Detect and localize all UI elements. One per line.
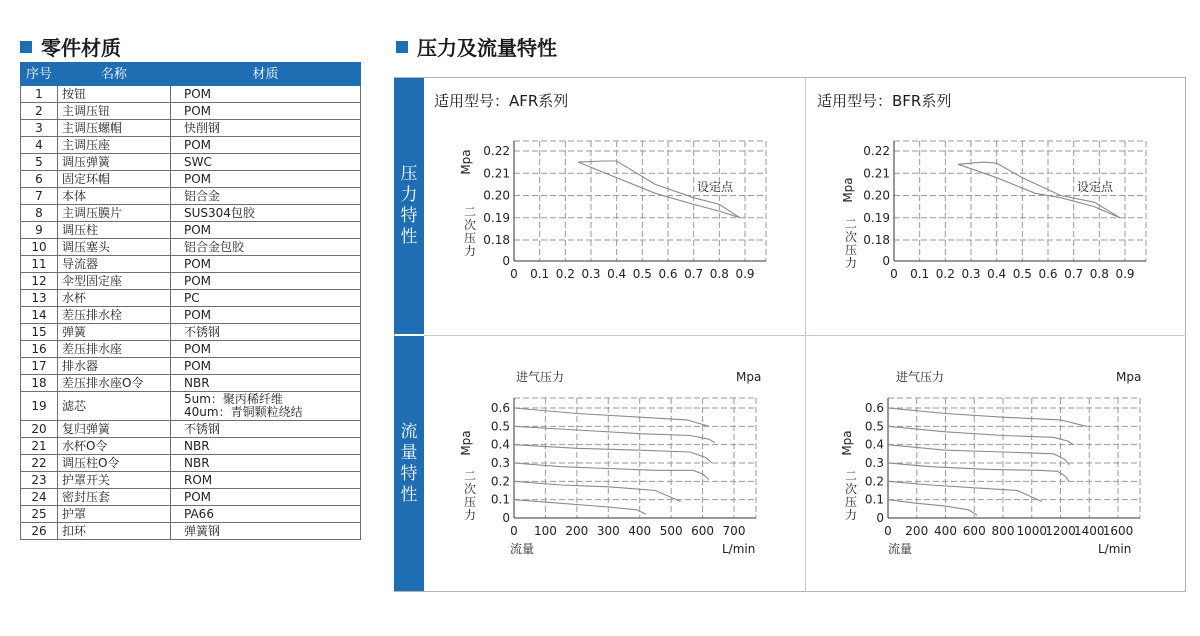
cell-material: POM — [171, 137, 361, 154]
cell-no: 14 — [21, 307, 58, 324]
cell-no: 4 — [21, 137, 58, 154]
x-tick-label: 0.6 — [658, 267, 678, 281]
y-axis-label-char: 二 — [463, 469, 477, 483]
series-line — [888, 426, 1073, 444]
cell-material: PA66 — [171, 506, 361, 523]
cell-no: 22 — [21, 455, 58, 472]
y-tick-label: 0.1 — [490, 492, 510, 507]
x-axis-label: 流量 — [888, 542, 913, 556]
y-tick-label: 0.5 — [864, 419, 884, 434]
y-axis-label-char: 压 — [844, 495, 858, 509]
y-axis-label-char: 压 — [463, 495, 477, 509]
cell-material: POM — [171, 273, 361, 290]
cell-name: 差压排水栓 — [58, 307, 171, 324]
y-tick-label: 0.2 — [490, 474, 510, 489]
cell-material: POM — [171, 256, 361, 273]
x-tick-label: 1600 — [1102, 524, 1134, 538]
band-label-flow: 流量特性 — [400, 422, 418, 505]
cell-no: 1 — [21, 86, 58, 103]
setpoint-annotation: 设定点 — [1077, 180, 1114, 194]
x-tick-label: 0.8 — [1089, 267, 1109, 281]
y-axis-label-char: 次 — [844, 482, 858, 496]
cell-no: 13 — [21, 290, 58, 307]
x-tick-label: 600 — [691, 524, 715, 538]
cell-material: POM — [171, 103, 361, 120]
y-tick-label: 0.22 — [863, 144, 890, 158]
series-line — [514, 463, 709, 480]
x-tick-label: 0.5 — [632, 267, 652, 281]
y-tick-label: 0.6 — [864, 401, 884, 415]
parts-title-text: 零件材质 — [41, 36, 121, 60]
cell-name: 主调压螺帽 — [58, 120, 171, 137]
x-tick-label: 0 — [510, 524, 518, 538]
y-axis-label — [845, 217, 857, 270]
x-tick-label: 400 — [628, 524, 652, 538]
cell-no: 20 — [21, 421, 58, 438]
y-axis-label-char: 次 — [463, 218, 477, 232]
x-axis-label: 流量 — [510, 542, 535, 556]
characteristics-title-text: 压力及流量特性 — [417, 36, 557, 60]
header-material: 材质 — [171, 63, 361, 86]
series-line — [888, 408, 1086, 426]
cell-material: ROM — [171, 472, 361, 489]
x-tick-label: 0.9 — [735, 267, 755, 281]
cell-name: 差压排水座O令 — [58, 375, 171, 392]
header-name: 名称 — [58, 63, 171, 86]
series-line — [514, 445, 712, 463]
cell-material: POM — [171, 171, 361, 188]
x-axis-unit: L/min — [1098, 542, 1132, 556]
series-line — [514, 426, 715, 443]
x-tick-label: 200 — [905, 524, 929, 538]
y-axis-label — [845, 469, 857, 522]
cell-no: 18 — [21, 375, 58, 392]
cell-name: 按钮 — [58, 86, 171, 103]
y-axis-unit: Mpa — [840, 430, 854, 456]
y-tick-label: 0.3 — [490, 456, 510, 470]
x-tick-label: 0 — [510, 267, 518, 281]
x-tick-label: 300 — [596, 524, 620, 538]
cell-name: 调压柱 — [58, 222, 171, 239]
chart-title-unit: Mpa — [736, 370, 762, 384]
series-line — [514, 481, 681, 501]
x-tick-label: 400 — [934, 524, 957, 538]
cell-name: 扣环 — [58, 523, 171, 540]
cell-name: 导流器 — [58, 256, 171, 273]
y-tick-label: 0 — [876, 511, 884, 525]
cell-name: 调压弹簧 — [58, 154, 171, 171]
cell-material: 不锈钢 — [171, 324, 361, 341]
cell-material: NBR — [171, 438, 361, 455]
y-axis-label — [464, 205, 476, 258]
x-tick-label: 500 — [659, 524, 683, 538]
cell-name: 复归弹簧 — [58, 421, 171, 438]
cell-name: 固定环帽 — [58, 171, 171, 188]
x-tick-label: 700 — [722, 524, 746, 538]
cell-material: POM — [171, 341, 361, 358]
y-axis-label-char: 压 — [844, 243, 858, 257]
header-no: 序号 — [21, 63, 58, 86]
y-tick-label: 0.1 — [864, 492, 884, 507]
x-tick-label: 0.4 — [607, 267, 627, 281]
series-line — [888, 463, 1069, 481]
x-tick-label: 1400 — [1073, 524, 1105, 538]
series-line — [514, 500, 646, 515]
x-tick-label: 100 — [533, 524, 557, 538]
series-line — [888, 500, 977, 516]
cell-name: 滤芯 — [58, 392, 171, 421]
x-tick-label: 0.6 — [1038, 267, 1058, 281]
chart-title: 进气压力 — [896, 370, 945, 384]
cell-material: POM — [171, 307, 361, 324]
y-tick-label: 0.21 — [483, 166, 510, 181]
chart-title: 进气压力 — [516, 370, 565, 384]
cell-material: NBR — [171, 455, 361, 472]
x-tick-label: 0 — [884, 524, 892, 538]
y-axis-label-char: 二 — [844, 217, 858, 231]
cell-name: 主调压钮 — [58, 103, 171, 120]
y-tick-label: 0.3 — [864, 456, 884, 470]
x-tick-label: 800 — [991, 524, 1015, 538]
cell-material: NBR — [171, 375, 361, 392]
cell-no: 9 — [21, 222, 58, 239]
y-tick-label: 0 — [502, 254, 510, 268]
cell-name: 主调压座 — [58, 137, 171, 154]
y-tick-label: 0.18 — [863, 233, 890, 247]
y-axis-label-char: 二 — [463, 205, 477, 219]
x-tick-label: 0.9 — [1115, 267, 1135, 281]
y-tick-label: 0.20 — [863, 188, 890, 203]
y-axis-label-char: 次 — [844, 230, 858, 244]
chart-title-unit: Mpa — [1116, 370, 1142, 384]
cell-no: 6 — [21, 171, 58, 188]
cell-no: 26 — [21, 523, 58, 540]
cell-no: 19 — [21, 392, 58, 421]
x-tick-label: 200 — [565, 524, 589, 538]
y-tick-label: 0 — [882, 254, 890, 268]
cell-no: 11 — [21, 256, 58, 273]
cell-name: 主调压膜片 — [58, 205, 171, 222]
x-tick-label: 0 — [890, 267, 898, 281]
series-line — [514, 408, 709, 426]
cell-material: POM — [171, 358, 361, 375]
x-tick-label: 1200 — [1045, 524, 1076, 538]
y-axis-label-char: 压 — [463, 231, 477, 245]
y-axis-label-char: 力 — [844, 508, 858, 522]
x-tick-label: 0.8 — [709, 267, 729, 281]
cell-material: 5um：聚丙稀纤维 40um：青铜颗粒绕结 — [171, 392, 361, 421]
x-tick-label: 0.1 — [910, 267, 930, 281]
cell-no: 3 — [21, 120, 58, 137]
cell-material: 铝合金 — [171, 188, 361, 205]
cell-no: 8 — [21, 205, 58, 222]
y-tick-label: 0.19 — [863, 210, 890, 225]
cell-name: 水杯 — [58, 290, 171, 307]
x-tick-label: 0.7 — [1064, 267, 1084, 281]
x-tick-label: 0.5 — [1012, 267, 1032, 281]
cell-material: 快削钢 — [171, 120, 361, 137]
y-tick-label: 0.5 — [490, 419, 510, 434]
y-tick-label: 0 — [502, 511, 510, 525]
cell-name: 本体 — [58, 188, 171, 205]
setpoint-annotation: 设定点 — [697, 180, 734, 194]
y-axis-label-char: 次 — [463, 482, 477, 496]
cell-no: 5 — [21, 154, 58, 171]
y-tick-label: 0.4 — [864, 437, 884, 452]
x-tick-label: 0.2 — [555, 267, 575, 281]
y-axis-unit: Mpa — [459, 430, 473, 456]
cell-name: 护罩 — [58, 506, 171, 523]
cell-material: PC — [171, 290, 361, 307]
cell-no: 21 — [21, 438, 58, 455]
cell-no: 17 — [21, 358, 58, 375]
y-axis-unit: Mpa — [841, 177, 855, 203]
cell-name: 调压塞头 — [58, 239, 171, 256]
x-tick-label: 0.1 — [530, 267, 550, 281]
x-axis-unit: L/min — [722, 542, 756, 556]
cell-no: 12 — [21, 273, 58, 290]
cell-material: SWC — [171, 154, 361, 171]
series-line — [888, 445, 1069, 465]
x-tick-label: 1000 — [1016, 524, 1048, 538]
cell-name: 水杯O令 — [58, 438, 171, 455]
x-tick-label: 0.4 — [987, 267, 1007, 281]
cell-material: SUS304包胶 — [171, 205, 361, 222]
y-axis-unit: Mpa — [459, 149, 473, 175]
model-label-afr: 适用型号：AFR系列 — [434, 92, 569, 110]
cell-no: 7 — [21, 188, 58, 205]
y-tick-label: 0.20 — [483, 188, 510, 203]
cell-name: 调压柱O令 — [58, 455, 171, 472]
cell-no: 23 — [21, 472, 58, 489]
x-tick-label: 0.3 — [581, 267, 601, 281]
y-axis-label-char: 力 — [844, 256, 858, 270]
cell-name: 伞型固定座 — [58, 273, 171, 290]
cell-material: POM — [171, 86, 361, 103]
x-tick-label: 0.7 — [684, 267, 704, 281]
y-tick-label: 0.2 — [864, 474, 884, 489]
cell-material: 弹簧钢 — [171, 523, 361, 540]
y-tick-label: 0.21 — [863, 166, 890, 181]
cell-no: 24 — [21, 489, 58, 506]
y-axis-label-char: 力 — [463, 244, 477, 258]
cell-name: 密封压套 — [58, 489, 171, 506]
cell-name: 差压排水座 — [58, 341, 171, 358]
cell-material: 铝合金包胶 — [171, 239, 361, 256]
y-tick-label: 0.4 — [490, 437, 510, 452]
x-tick-label: 0.2 — [935, 267, 955, 281]
x-tick-label: 600 — [962, 524, 986, 538]
cell-no: 16 — [21, 341, 58, 358]
series-line — [888, 481, 1042, 501]
cell-no: 2 — [21, 103, 58, 120]
y-axis-label-char: 力 — [463, 508, 477, 522]
cell-material: 不锈钢 — [171, 421, 361, 438]
cell-no: 25 — [21, 506, 58, 523]
cell-no: 10 — [21, 239, 58, 256]
cell-material: POM — [171, 222, 361, 239]
model-label-bfr: 适用型号：BFR系列 — [817, 92, 952, 110]
cell-no: 15 — [21, 324, 58, 341]
y-tick-label: 0.22 — [483, 144, 510, 158]
y-tick-label: 0.18 — [483, 233, 510, 247]
y-axis-label — [464, 469, 476, 522]
y-tick-label: 0.19 — [483, 210, 510, 225]
x-tick-label: 0.3 — [961, 267, 981, 281]
y-axis-label-char: 二 — [844, 469, 858, 483]
band-label-pressure: 压力特性 — [400, 164, 418, 247]
cell-name: 护罩开关 — [58, 472, 171, 489]
cell-name: 排水器 — [58, 358, 171, 375]
cell-material: POM — [171, 489, 361, 506]
y-tick-label: 0.6 — [490, 401, 510, 415]
cell-name: 弹簧 — [58, 324, 171, 341]
